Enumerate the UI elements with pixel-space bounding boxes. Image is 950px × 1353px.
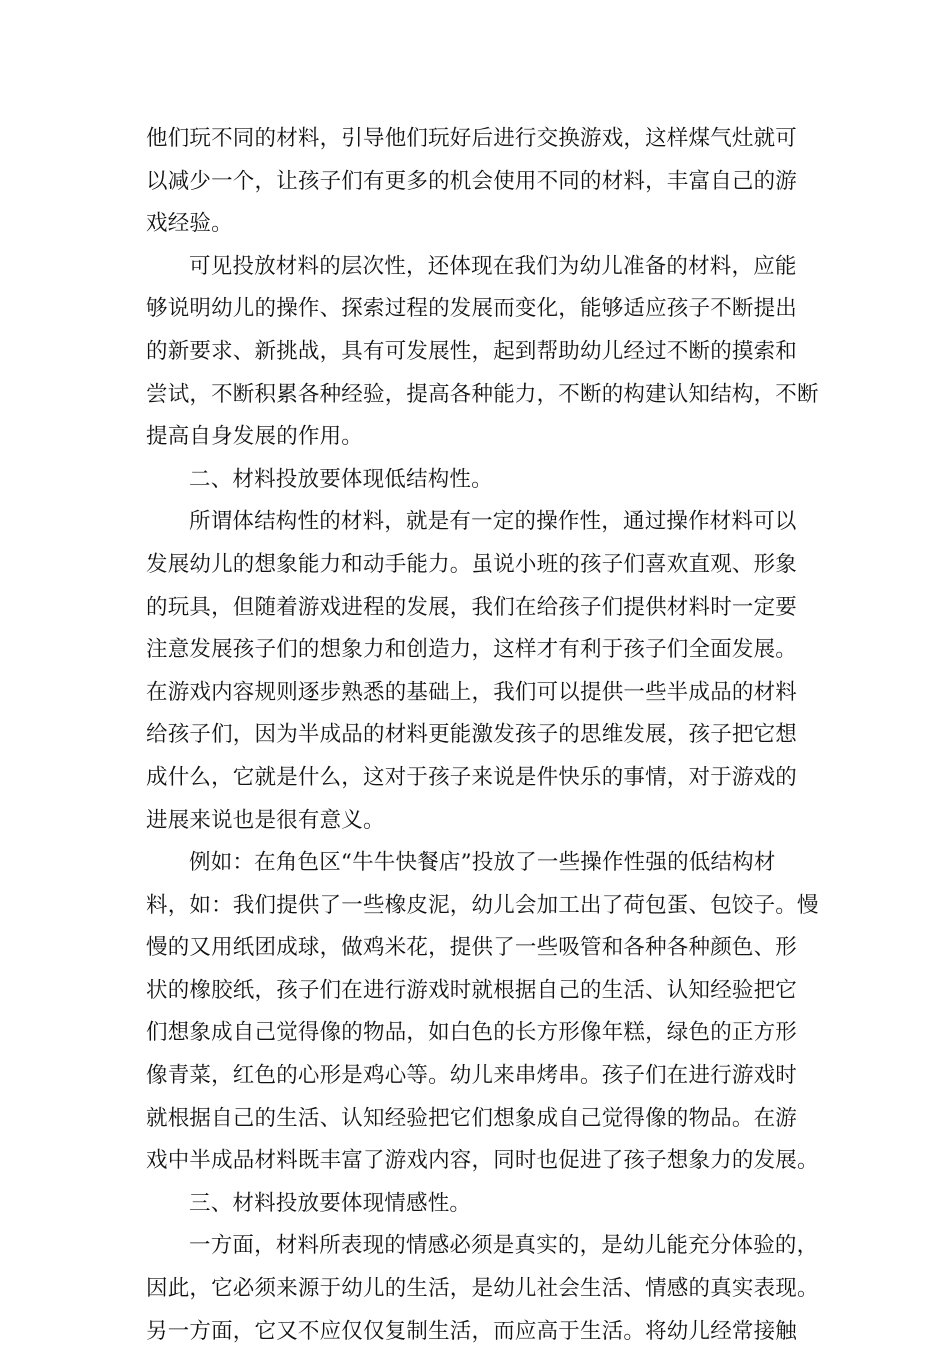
text-line: 提高自身发展的作用。: [146, 424, 364, 450]
text-line: 就根据自己的生活、认知经验把它们想象成自己觉得像的物品。在游: [146, 1105, 798, 1131]
text-line: 另一方面，它又不应仅仅复制生活，而应高于生活。将幼儿经常接触: [146, 1318, 798, 1344]
text-line: 戏经验。: [146, 211, 233, 237]
body-text: [146, 118, 826, 1353]
text-line: 像青菜，红色的心形是鸡心等。幼儿来串烤串。孩子们在进行游戏时: [146, 1063, 798, 1089]
text-line: 尝试，不断积累各种经验，提高各种能力，不断的构建认知结构，不断: [146, 381, 819, 407]
text-line: 以减少一个，让孩子们有更多的机会使用不同的材料，丰富自己的游: [146, 168, 798, 194]
text-line: 所谓体结构性的材料，就是有一定的操作性，通过操作材料可以: [189, 509, 797, 535]
text-line: 料，如：我们提供了一些橡皮泥，幼儿会加工出了荷包蛋、包饺子。慢: [146, 892, 819, 918]
text-line: 他们玩不同的材料，引导他们玩好后进行交换游戏，这样煤气灶就可: [146, 126, 798, 151]
text-line: 状的橡胶纸，孩子们在进行游戏时就根据自己的生活、认知经验把它: [146, 977, 798, 1003]
text-line: 注意发展孩子们的想象力和创造力，这样才有利于孩子们全面发展。: [146, 637, 798, 663]
text-line: 进展来说也是很有意义。: [146, 807, 385, 833]
text-line: 给孩子们，因为半成品的材料更能激发孩子的思维发展，孩子把它想: [146, 722, 798, 748]
text-line: 成什么，它就是什么，这对于孩子来说是件快乐的事情，对于游戏的: [146, 764, 798, 790]
text-line: 的玩具，但随着游戏进程的发展，我们在给孩子们提供材料时一定要: [146, 594, 798, 620]
text-line: 三、材料投放要体现情感性。: [189, 1190, 472, 1216]
text-line: 发展幼儿的想象能力和动手能力。虽说小班的孩子们喜欢直观、形象: [146, 551, 798, 577]
text-line: 戏中半成品材料既丰富了游戏内容，同时也促进了孩子想象力的发展。: [146, 1148, 819, 1174]
text-line: 在游戏内容规则逐步熟悉的基础上，我们可以提供一些半成品的材料: [146, 679, 798, 705]
text-line: 慢的又用纸团成球，做鸡米花，提供了一些吸管和各种各种颜色、形: [146, 935, 798, 961]
text-line: 够说明幼儿的操作、探索过程的发展而变化，能够适应孩子不断提出: [146, 296, 798, 322]
text-line: 二、材料投放要体现低结构性。: [189, 466, 493, 492]
text-line: 因此，它必须来源于幼儿的生活，是幼儿社会生活、情感的真实表现。: [146, 1276, 819, 1302]
text-line: 一方面，材料所表现的情感必须是真实的，是幼儿能充分体验的，: [189, 1233, 819, 1259]
text-line: 可见投放材料的层次性，还体现在我们为幼儿准备的材料，应能: [189, 253, 797, 279]
text-line: 例如：在角色区“牛牛快餐店”投放了一些操作性强的低结构材: [189, 850, 776, 876]
text-line: 们想象成自己觉得像的物品，如白色的长方形像年糕，绿色的正方形: [146, 1020, 798, 1046]
text-line: 的新要求、新挑战，具有可发展性，起到帮助幼儿经过不断的摸索和: [146, 338, 798, 364]
